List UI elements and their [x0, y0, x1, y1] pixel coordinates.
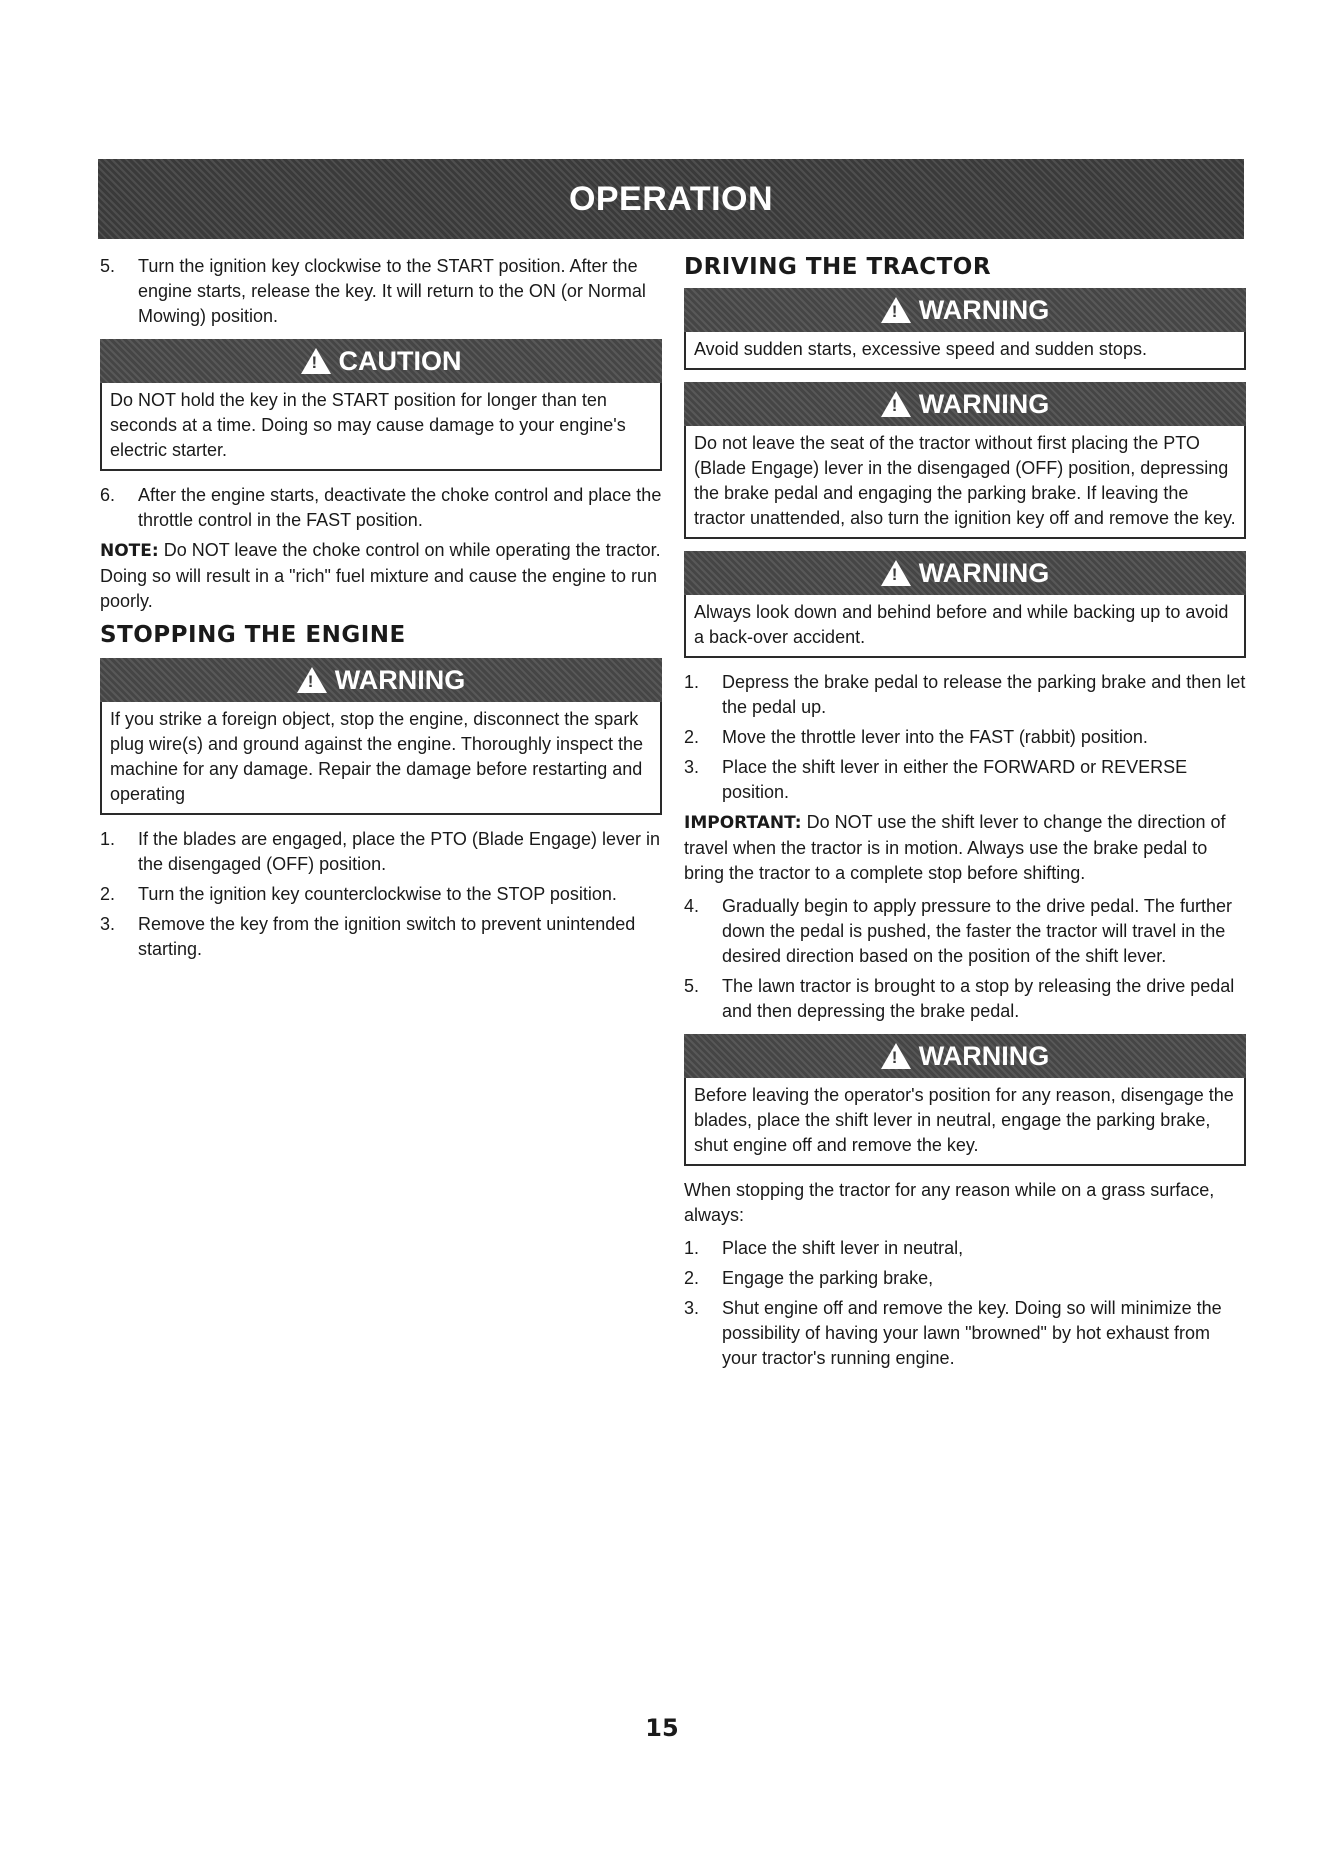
- list-item: [684, 894, 1246, 969]
- step-text: Shut engine off and remove the key. Doing so will minimize the possibility of having your lawn "browned" by hot exhaust from your tractor's running engine.: [722, 1298, 1222, 1368]
- list-item: [684, 755, 1246, 805]
- step-number: 1.: [684, 1238, 700, 1258]
- step-number: 2.: [684, 727, 700, 747]
- list-item: [100, 827, 662, 877]
- driving-steps: [684, 670, 1246, 805]
- step-number: 5.: [100, 256, 116, 276]
- step-text: Depress the brake pedal to release the parking brake and then let the pedal up.: [722, 672, 1246, 717]
- section-banner: [98, 159, 1244, 239]
- warning-header: [684, 551, 1246, 595]
- step-number: 1.: [684, 672, 700, 692]
- warning-triangle-icon: [881, 297, 911, 323]
- step-number: 5.: [684, 976, 700, 996]
- important-paragraph: [684, 810, 1246, 886]
- note-paragraph: [100, 538, 662, 614]
- warning-header: [684, 382, 1246, 426]
- page-number: 15: [645, 1714, 679, 1742]
- caution-title: CAUTION: [338, 345, 462, 376]
- warning-triangle-icon: [297, 667, 327, 693]
- driving-steps-continued: [684, 894, 1246, 1024]
- step-number: 1.: [100, 829, 116, 849]
- list-item: [684, 1236, 1246, 1261]
- right-column: [684, 254, 1246, 1376]
- step-text: Place the shift lever in either the FORWARD or REVERSE position.: [722, 757, 1188, 802]
- warning-title: WARNING: [918, 1040, 1050, 1071]
- step-number: 3.: [684, 1298, 700, 1318]
- step-text: Turn the ignition key clockwise to the START position. After the engine starts, release the key. It will return to the ON (or Normal Mowing) position.: [138, 256, 646, 326]
- driving-heading: DRIVING THE TRACTOR: [684, 254, 992, 280]
- grass-steps: [684, 1236, 1246, 1371]
- warning-title: WARNING: [918, 557, 1050, 588]
- choke-steps: [100, 483, 662, 533]
- stopping-steps: [100, 827, 662, 962]
- step-text: The lawn tractor is brought to a stop by releasing the drive pedal and then depressing the brake pedal.: [722, 976, 1235, 1021]
- caution-box: [100, 339, 662, 471]
- step-number: 3.: [100, 914, 116, 934]
- warning-header: [684, 1034, 1246, 1078]
- list-item: [100, 483, 662, 533]
- list-item: [684, 725, 1246, 750]
- warning-triangle-icon: [881, 560, 911, 586]
- warning-header: [100, 658, 662, 702]
- step-text: Move the throttle lever into the FAST (rabbit) position.: [722, 727, 1148, 747]
- caution-body: Do NOT hold the key in the START position for longer than ten seconds at a time. Doing so may cause damage to your engine's electric starter.: [100, 383, 662, 471]
- warning-title: WARNING: [918, 294, 1050, 325]
- step-number: 2.: [100, 884, 116, 904]
- list-item: [684, 974, 1246, 1024]
- warning-header: [684, 288, 1246, 332]
- warning-box: [100, 658, 662, 815]
- warning-triangle-icon: [881, 1043, 911, 1069]
- warning-box: [684, 1034, 1246, 1166]
- step-text: Remove the key from the ignition switch to prevent unintended starting.: [138, 914, 636, 959]
- warning-title: WARNING: [334, 664, 466, 695]
- list-item: [684, 1266, 1246, 1291]
- warning-body: Always look down and behind before and while backing up to avoid a back-over accident.: [684, 595, 1246, 658]
- stopping-heading: STOPPING THE ENGINE: [100, 622, 406, 648]
- warning-body: Avoid sudden starts, excessive speed and sudden stops.: [684, 332, 1246, 370]
- warning-body: Before leaving the operator's position for any reason, disengage the blades, place the shift lever in neutral, engage the parking brake, shut engine off and remove the key.: [684, 1078, 1246, 1166]
- warning-body: If you strike a foreign object, stop the engine, disconnect the spark plug wire(s) and ground against the engine. Thoroughly inspect the machine for any damage. Repair the damage before restarting and operating: [100, 702, 662, 815]
- list-item: [100, 254, 662, 329]
- start-steps: [100, 254, 662, 329]
- warning-box: [684, 551, 1246, 658]
- note-label: NOTE:: [100, 541, 159, 561]
- warning-triangle-icon: [301, 348, 331, 374]
- caution-header: [100, 339, 662, 383]
- warning-body: Do not leave the seat of the tractor without first placing the PTO (Blade Engage) lever in the disengaged (OFF) position, depressing the brake pedal and engaging the parking brake. If leaving the tractor unattended, also turn the ignition key off and remove the key.: [684, 426, 1246, 539]
- list-item: [684, 670, 1246, 720]
- step-text: After the engine starts, deactivate the choke control and place the throttle control in the FAST position.: [138, 485, 662, 530]
- grass-intro: When stopping the tractor for any reason while on a grass surface, always:: [684, 1180, 1215, 1225]
- warning-box: [684, 382, 1246, 539]
- list-item: [684, 1296, 1246, 1371]
- note-text: Do NOT leave the choke control on while operating the tractor. Doing so will result in a "rich" fuel mixture and cause the engine to run poorly.: [100, 540, 661, 611]
- step-text: Engage the parking brake,: [722, 1268, 934, 1288]
- step-text: Gradually begin to apply pressure to the drive pedal. The further down the pedal is pushed, the faster the tractor will travel in the desired direction based on the position of the shift lever.: [722, 896, 1232, 966]
- warning-box: [684, 288, 1246, 370]
- step-number: 3.: [684, 757, 700, 777]
- important-text: Do NOT use the shift lever to change the direction of travel when the tractor is in motion. Always use the brake pedal to bring the tractor to a complete stop before shifting.: [684, 812, 1226, 883]
- step-number: 2.: [684, 1268, 700, 1288]
- section-title: OPERATION: [568, 179, 774, 218]
- step-number: 6.: [100, 485, 116, 505]
- step-text: If the blades are engaged, place the PTO (Blade Engage) lever in the disengaged (OFF) position.: [138, 829, 661, 874]
- list-item: [100, 882, 662, 907]
- step-text: Place the shift lever in neutral,: [722, 1238, 964, 1258]
- left-column: [100, 254, 662, 967]
- important-label: IMPORTANT:: [684, 813, 802, 833]
- step-text: Turn the ignition key counterclockwise to the STOP position.: [138, 884, 617, 904]
- step-number: 4.: [684, 896, 700, 916]
- list-item: [100, 912, 662, 962]
- warning-triangle-icon: [881, 391, 911, 417]
- warning-title: WARNING: [918, 388, 1050, 419]
